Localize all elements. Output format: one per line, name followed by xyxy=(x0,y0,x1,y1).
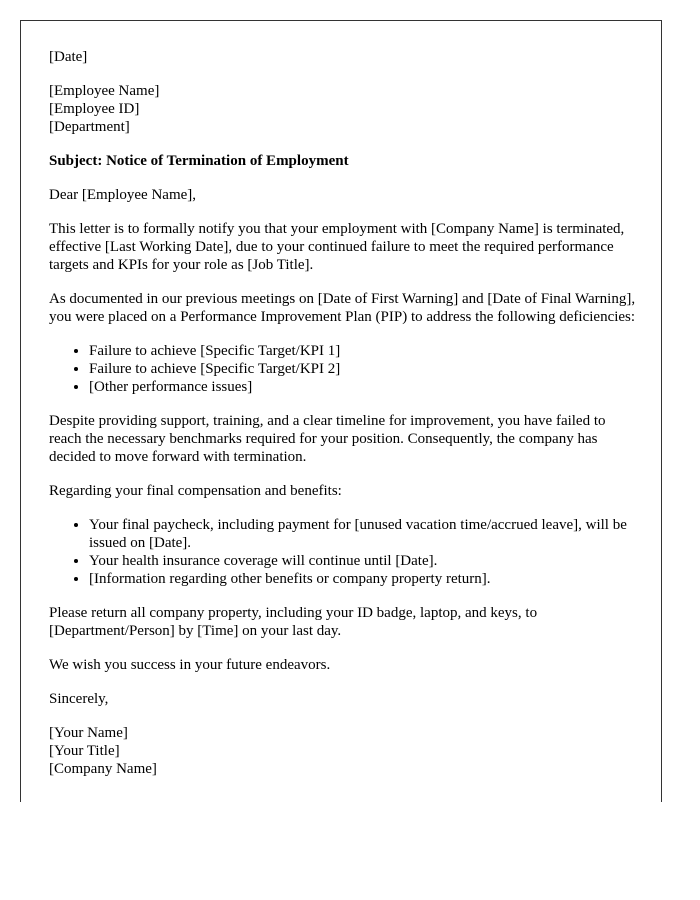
termination-letter xyxy=(20,20,662,802)
subject-line: Subject: Notice of Termination of Employment xyxy=(49,153,349,169)
compensation-paragraph: Regarding your final compensation and benefits: xyxy=(49,483,342,499)
closing: Sincerely, xyxy=(49,691,109,707)
intro-paragraph: This letter is to formally notify you that your employment with [Company Name] is terminated, effective [Last Working Date], due to your continued failure to meet the required performance targets and KPIs for your role as [Job Title]. xyxy=(49,221,625,273)
benefits-list xyxy=(49,516,639,588)
property-paragraph: Please return all company property, including your ID badge, laptop, and keys, to [Department/Person] by [Time] on your last day. xyxy=(49,605,538,639)
recipient-name: [Employee Name] xyxy=(49,83,160,99)
decision-paragraph: Despite providing support, training, and a clear timeline for improvement, you have failed to reach the necessary benchmarks required for your position. Consequently, the company has decided to move forward with termination. xyxy=(49,413,606,465)
signature-block xyxy=(49,724,639,778)
letter-date: [Date] xyxy=(49,49,88,65)
wishes-paragraph: We wish you success in your future endeavors. xyxy=(49,657,331,673)
deficiencies-list xyxy=(49,342,639,396)
recipient-department: [Department] xyxy=(49,119,130,135)
list-item: • Failure to achieve [Specific Target/KPI 2] xyxy=(89,360,639,378)
recipient-block xyxy=(49,82,639,136)
signature-name: [Your Name] xyxy=(49,725,128,741)
list-item: • Failure to achieve [Specific Target/KPI 1] xyxy=(89,342,639,360)
recipient-id: [Employee ID] xyxy=(49,101,140,117)
list-item: • [Information regarding other benefits or company property return]. xyxy=(89,570,639,588)
list-item: • Your health insurance coverage will continue until [Date]. xyxy=(89,552,639,570)
signature-company: [Company Name] xyxy=(49,761,157,777)
list-item: • Your final paycheck, including payment for [unused vacation time/accrued leave], will be issued on [Date]. xyxy=(89,516,639,552)
signature-title: [Your Title] xyxy=(49,743,120,759)
salutation: Dear [Employee Name], xyxy=(49,187,197,203)
pip-paragraph: As documented in our previous meetings on [Date of First Warning] and [Date of Final Warning], you were placed on a Performance Improvement Plan (PIP) to address the following deficiencies: xyxy=(49,291,636,325)
list-item: • [Other performance issues] xyxy=(89,378,639,396)
